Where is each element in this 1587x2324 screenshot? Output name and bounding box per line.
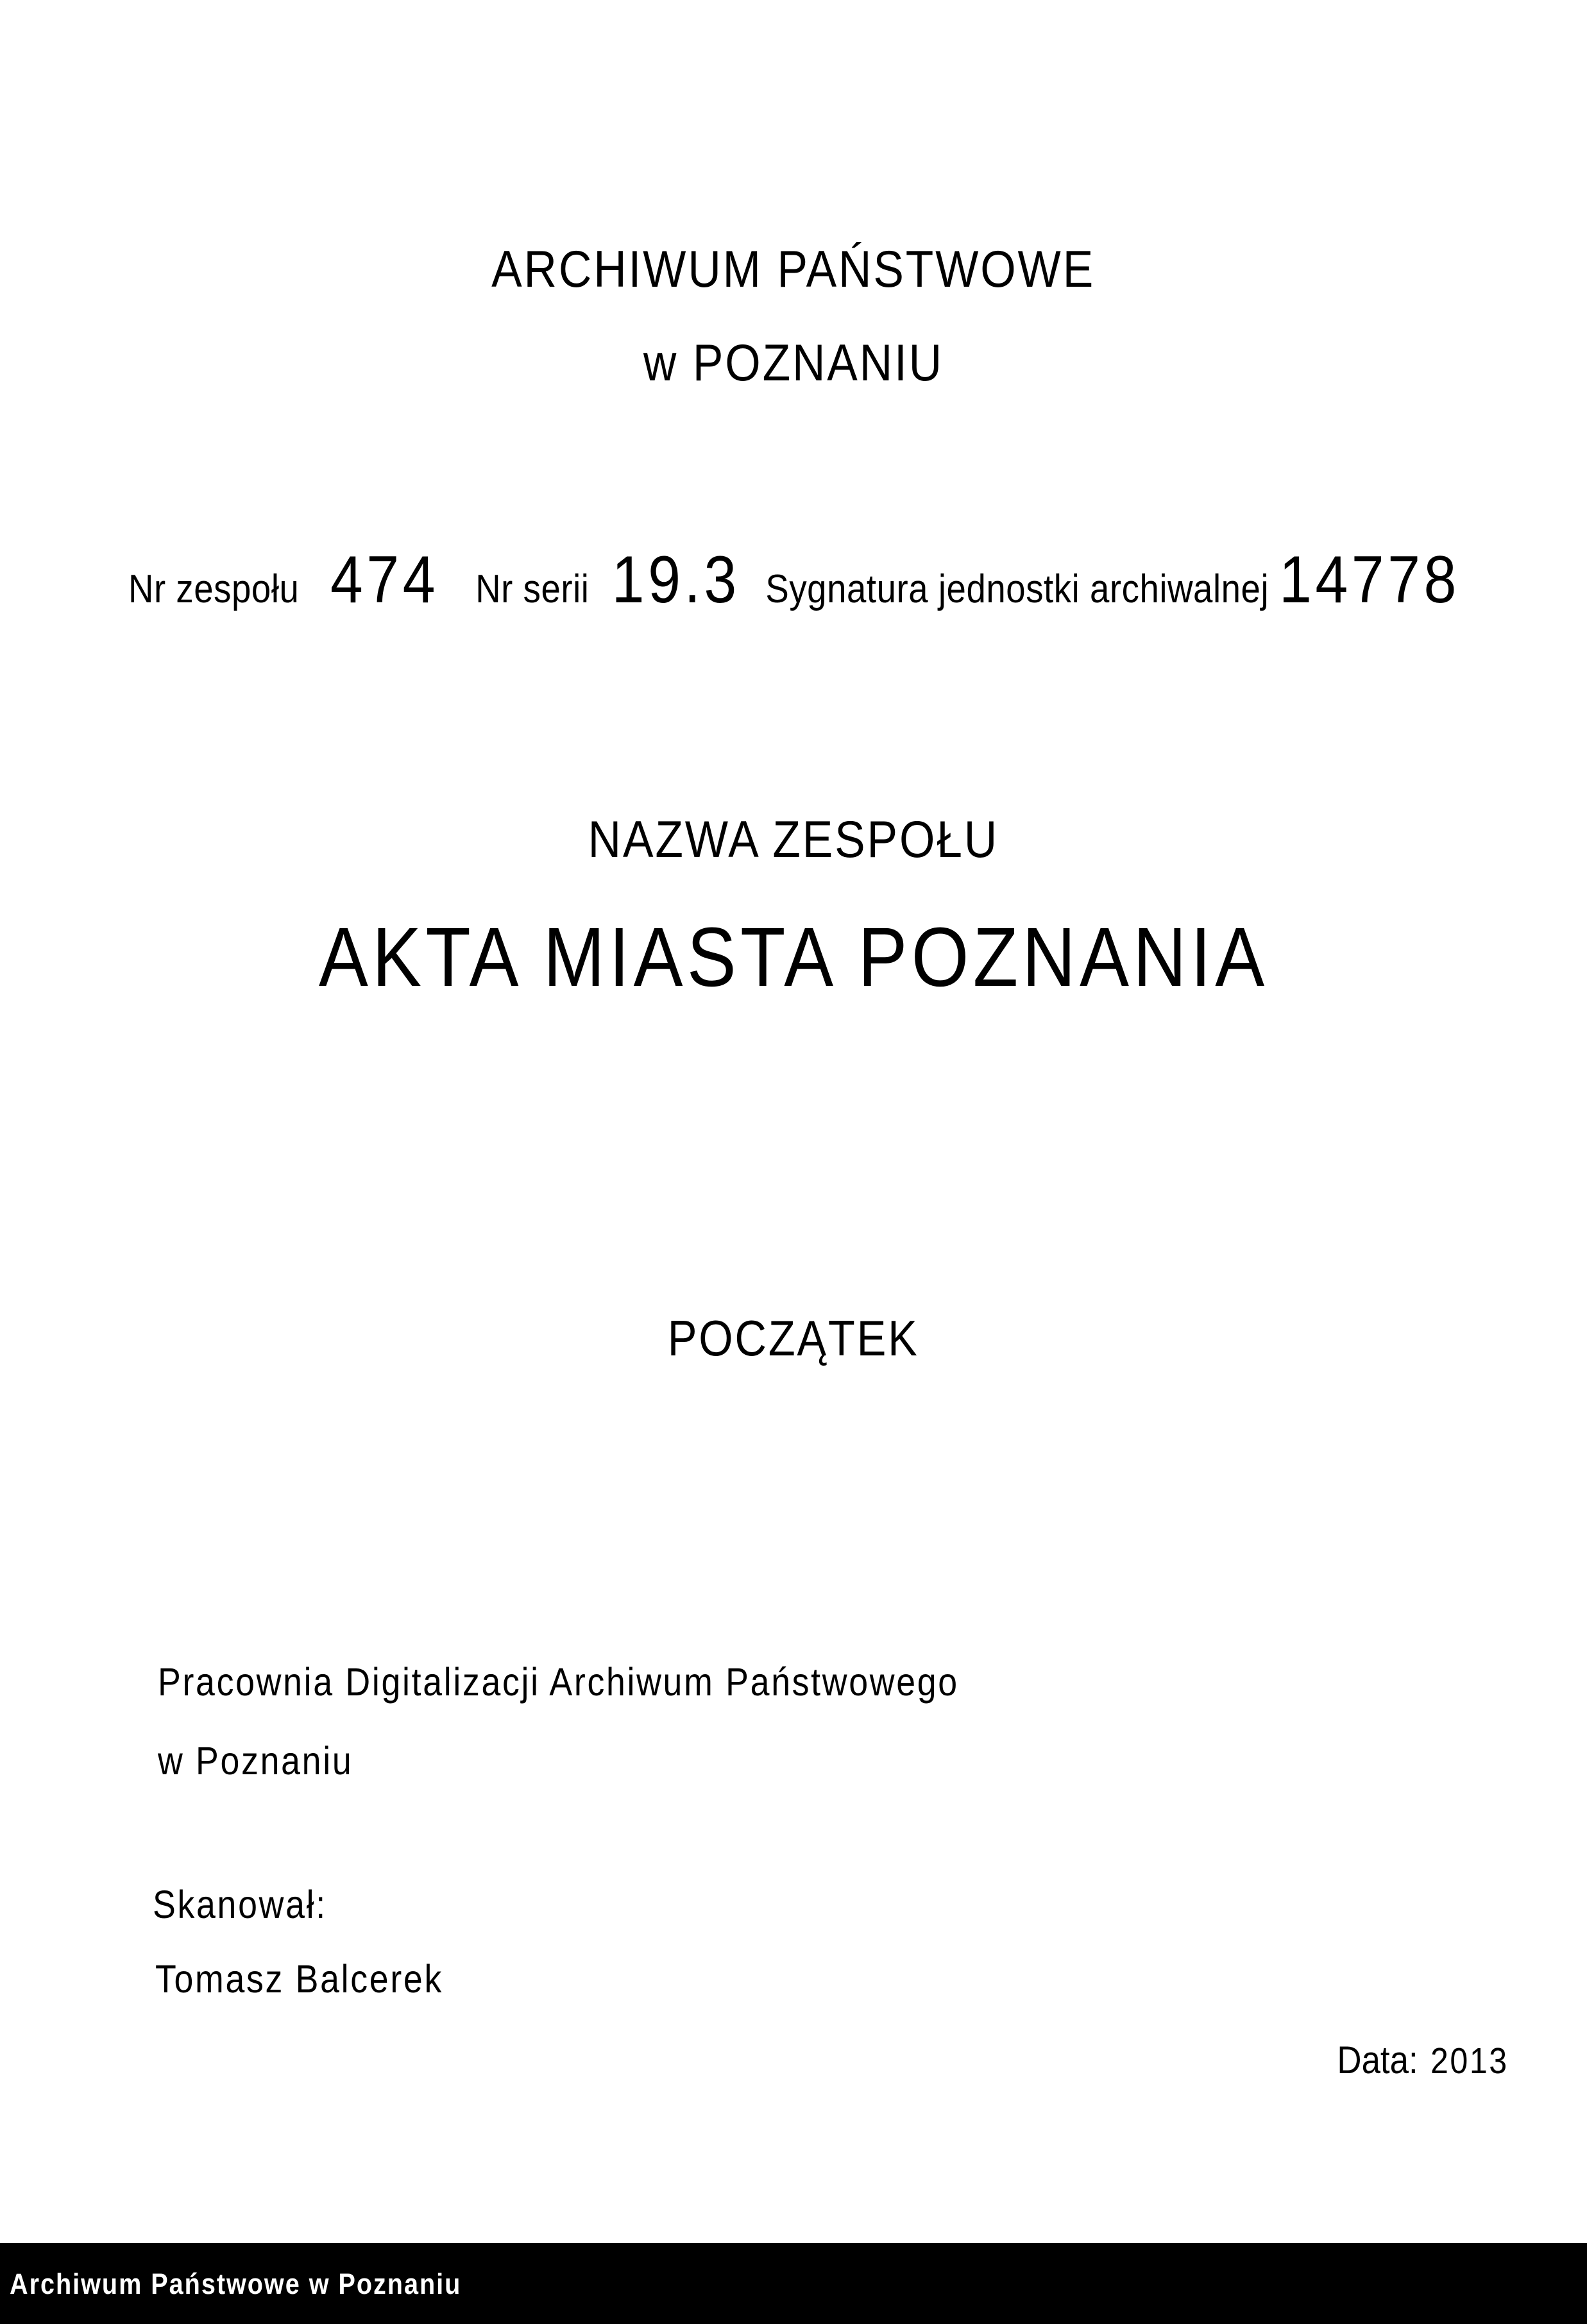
footer-text: Archiwum Państwowe w Poznaniu (10, 2267, 462, 2300)
fonds-number-value: 474 (330, 543, 439, 617)
digitization-lab-row2 (158, 1739, 380, 1783)
date-label: Data: (1337, 2039, 1419, 2082)
reference-fields-row (128, 543, 1460, 617)
date-value: 2013 (1430, 2040, 1509, 2082)
archival-signature-value: 14778 (1278, 543, 1460, 617)
section-marker: POCZĄTEK (668, 1310, 919, 1366)
fonds-name-row (0, 910, 1587, 1004)
archival-signature-label: Sygnatura jednostki archiwalnej (765, 567, 1269, 611)
digitization-lab-row1 (158, 1660, 1068, 1704)
digitization-lab-line1: Pracownia Digitalizacji Archiwum Państwowego (158, 1660, 959, 1704)
archive-name-line2: w POZNANIU (643, 334, 944, 392)
archive-name-line1: ARCHIWUM PAŃSTWOWE (491, 241, 1096, 298)
archive-header-line1-row (0, 241, 1587, 298)
section-marker-row (0, 1310, 1587, 1366)
series-number-value: 19.3 (611, 543, 740, 617)
scanner-name-row (155, 1957, 482, 2001)
digitization-lab-line2: w Poznaniu (158, 1739, 353, 1783)
fonds-heading-row (0, 811, 1587, 869)
scanner-name: Tomasz Balcerek (155, 1957, 443, 2001)
scanner-label: Skanował: (153, 1883, 327, 1926)
series-number-label: Nr serii (475, 567, 590, 611)
fonds-name: AKTA MIASTA POZNANIA (318, 910, 1269, 1004)
fonds-number-label: Nr zespołu (128, 567, 300, 611)
scanner-label-row (153, 1885, 351, 1924)
fonds-name-heading: NAZWA ZESPOŁU (588, 811, 999, 869)
date-row (1337, 2041, 1509, 2080)
footer-bar (0, 2243, 1587, 2324)
archive-header-line2-row (0, 334, 1587, 392)
